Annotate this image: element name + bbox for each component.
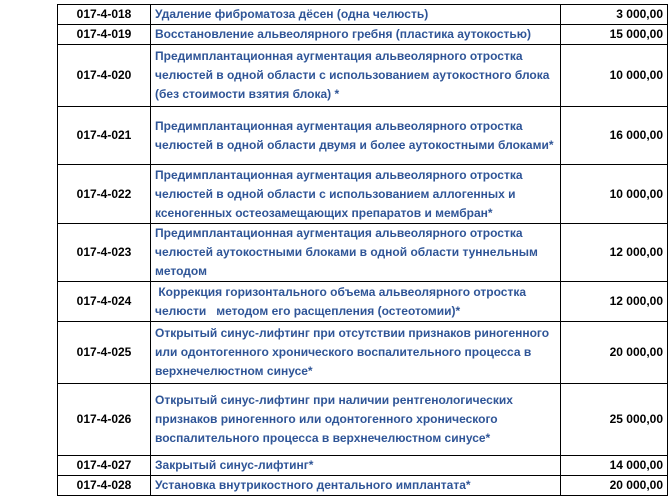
service-price: 3 000,00 (561, 5, 668, 25)
table-row (58, 165, 668, 224)
table-row (58, 5, 668, 25)
table-row (58, 384, 668, 456)
service-code: 017-4-023 (58, 224, 151, 282)
service-name: Предимплантационная аугментация альвеолярного отростка челюстей в одной области двумя и более аутокостными блоками* (151, 107, 561, 165)
service-name: Коррекция горизонтального объема альвеолярного отростка челюсти методом его расщепления (остеотомии)* (151, 282, 561, 322)
service-price: 12 000,00 (561, 282, 668, 322)
table-row (58, 45, 668, 107)
service-code: 017-4-028 (58, 476, 151, 496)
service-code: 017-4-020 (58, 45, 151, 107)
service-price: 10 000,00 (561, 45, 668, 107)
service-price: 15 000,00 (561, 25, 668, 45)
table-row (58, 476, 668, 496)
service-name: Предимплантационная аугментация альвеолярного отростка челюстей аутокостными блоками в одной области туннельным методом (151, 224, 561, 282)
service-price: 25 000,00 (561, 384, 668, 456)
table-row (58, 107, 668, 165)
service-name: Удаление фиброматоза дёсен (одна челюсть) (151, 5, 561, 25)
service-name: Закрытый синус-лифтинг* (151, 456, 561, 476)
service-price: 10 000,00 (561, 165, 668, 224)
table-row (58, 282, 668, 322)
service-code: 017-4-019 (58, 25, 151, 45)
table-row (58, 224, 668, 282)
service-name: Восстановление альвеолярного гребня (пластика аутокостью) (151, 25, 561, 45)
service-price: 14 000,00 (561, 456, 668, 476)
service-name: Открытый синус-лифтинг при наличии рентгенологических признаков риногенного или одонтогенного хронического воспалительного процесса в верхнечелюстном синусе* (151, 384, 561, 456)
service-code: 017-4-027 (58, 456, 151, 476)
service-code: 017-4-024 (58, 282, 151, 322)
service-name: Предимплантационная аугментация альвеолярного отростка челюстей в одной области с использованием аллогенных и ксеногенных остеозамещающих препаратов и мембран* (151, 165, 561, 224)
service-code: 017-4-025 (58, 322, 151, 384)
service-price: 20 000,00 (561, 476, 668, 496)
service-name: Предимплантационная аугментация альвеолярного отростка челюстей в одной области с использованием аутокостного блока (без стоимости взятия блока) * (151, 45, 561, 107)
table-row (58, 322, 668, 384)
table-row (58, 456, 668, 476)
price-table (57, 4, 668, 496)
service-name: Открытый синус-лифтинг при отсутствии признаков риногенного или одонтогенного хронического воспалительного процесса в верхнечелюстном синусе* (151, 322, 561, 384)
service-name: Установка внутрикостного дентального имплантата* (151, 476, 561, 496)
table-row (58, 25, 668, 45)
service-code: 017-4-022 (58, 165, 151, 224)
service-price: 20 000,00 (561, 322, 668, 384)
service-code: 017-4-026 (58, 384, 151, 456)
service-price: 12 000,00 (561, 224, 668, 282)
service-code: 017-4-021 (58, 107, 151, 165)
service-price: 16 000,00 (561, 107, 668, 165)
service-code: 017-4-018 (58, 5, 151, 25)
